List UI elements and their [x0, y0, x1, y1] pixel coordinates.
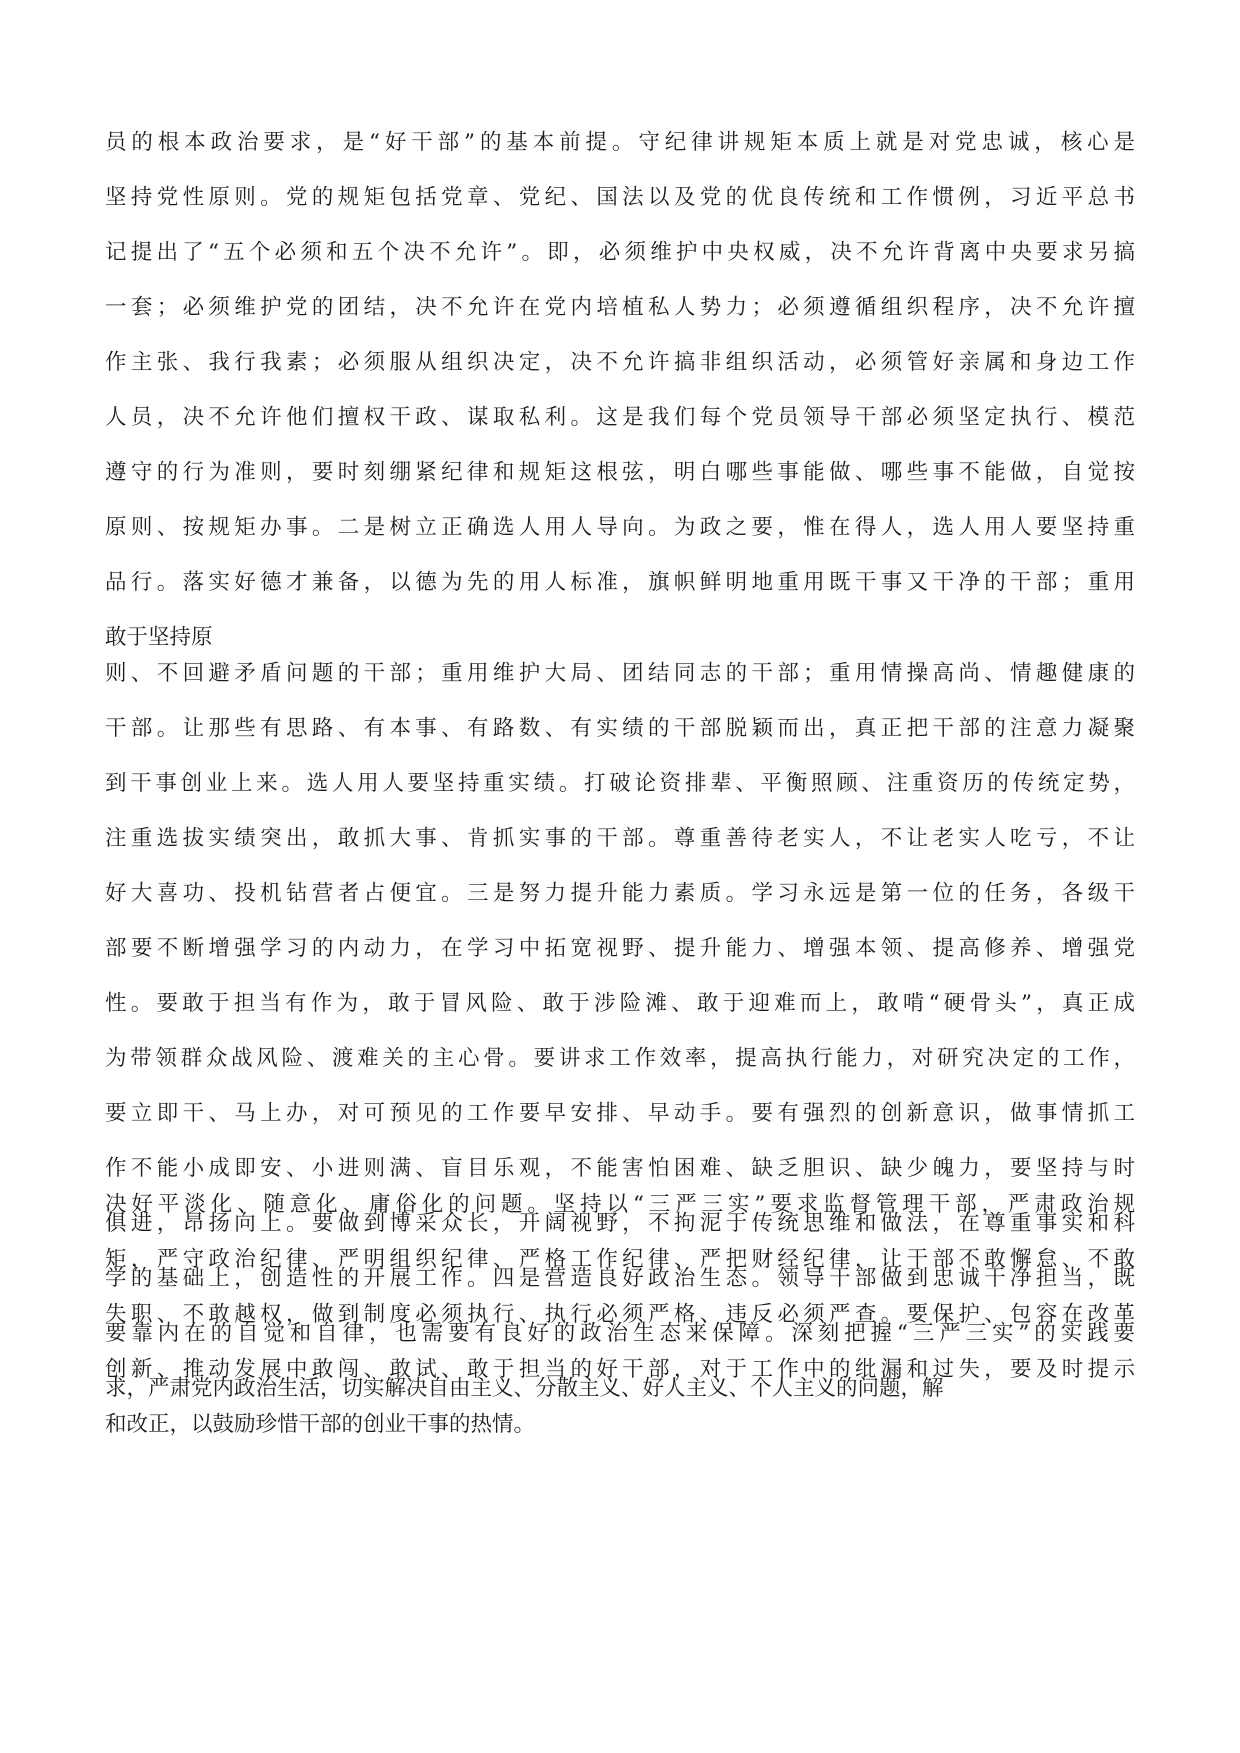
text-line: 性。要敢于担当有作为，敢于冒风险、敢于涉险滩、敢于迎难而上，敢啃“硬骨头”，真正成 — [105, 991, 1135, 1016]
text-line: 遵守的行为准则，要时刻绷紧纪律和规矩这根弦，明白哪些事能做、哪些事不能做，自觉按 — [105, 460, 1135, 485]
text-line: 敢于坚持原 — [105, 625, 213, 650]
text-line: 学的基础上，创造性的开展工作。四是营造良好政治生态。领导干部做到忠诚干净担当，既 — [105, 1266, 1135, 1291]
text-line: 部要不断增强学习的内动力，在学习中拓宽视野、提升能力、增强本领、提高修养、增强党 — [105, 936, 1135, 961]
text-line: 俱进，昂扬向上。要做到博采众长，开阔视野，不拘泥于传统思维和做法，在尊重事实和科 — [105, 1211, 1135, 1236]
text-line: 品行。落实好德才兼备，以德为先的用人标准，旗帜鲜明地重用既干事又干净的干部；重用 — [105, 570, 1135, 595]
text-block-3 — [105, 1184, 1135, 1459]
text-line: 员的根本政治要求，是“好干部”的基本前提。守纪律讲规矩本质上就是对党忠诚，核心是 — [105, 130, 1135, 155]
text-line: 决好平淡化、随意化、庸俗化的问题。坚持以“三严三实”要求监督管理干部，严肃政治规 — [105, 1192, 1135, 1217]
text-line: 一套；必须维护党的团结，决不允许在党内培植私人势力；必须遵循组织程序，决不允许擅 — [105, 295, 1135, 320]
text-line: 干部。让那些有思路、有本事、有路数、有实绩的干部脱颖而出，真正把干部的注意力凝聚 — [105, 716, 1135, 741]
text-line: 人员，决不允许他们擅权干政、谋取私利。这是我们每个党员领导干部必须坚定执行、模范 — [105, 405, 1135, 430]
text-line: 记提出了“五个必须和五个决不允许”。即，必须维护中央权威，决不允许背离中央要求另搞 — [105, 240, 1135, 265]
text-line: 创新、推动发展中敢闯、敢试、敢于担当的好干部，对于工作中的纰漏和过失，要及时提示 — [105, 1357, 1135, 1382]
text-line: 到干事创业上来。选人用人要坚持重实绩。打破论资排辈、平衡照顾、注重资历的传统定势， — [105, 771, 1135, 796]
text-line: 要靠内在的自觉和自律，也需要有良好的政治生态来保障。深刻把握“三严三实”的实践要 — [105, 1321, 1135, 1346]
text-line: 坚持党性原则。党的规矩包括党章、党纪、国法以及党的优良传统和工作惯例，习近平总书 — [105, 185, 1135, 210]
text-line: 为带领群众战风险、渡难关的主心骨。要讲求工作效率，提高执行能力，对研究决定的工作， — [105, 1046, 1135, 1071]
text-block-1 — [105, 122, 1135, 672]
text-line: 原则、按规矩办事。二是树立正确选人用人导向。为政之要，惟在得人，选人用人要坚持重 — [105, 515, 1135, 540]
text-line: 作不能小成即安、小进则满、盲目乐观，不能害怕困难、缺乏胆识、缺少魄力，要坚持与时 — [105, 1156, 1135, 1181]
text-line: 失职、不敢越权，做到制度必须执行、执行必须严格、违反必须严查。要保护、包容在改革 — [105, 1302, 1135, 1327]
text-line: 作主张、我行我素；必须服从组织决定，决不允许搞非组织活动，必须管好亲属和身边工作 — [105, 350, 1135, 375]
text-line: 好大喜功、投机钻营者占便宜。三是努力提升能力素质。学习永远是第一位的任务，各级干 — [105, 881, 1135, 906]
text-line: 求，严肃党内政治生活，切实解决自由主义、分散主义、好人主义、个人主义的问题，解 — [105, 1376, 944, 1401]
text-line: 则、不回避矛盾问题的干部；重用维护大局、团结同志的干部；重用情操高尚、情趣健康的 — [105, 661, 1135, 686]
text-line: 要立即干、马上办，对可预见的工作要早安排、早动手。要有强烈的创新意识，做事情抓工 — [105, 1101, 1135, 1126]
text-line: 注重选拔实绩突出，敢抓大事、肯抓实事的干部。尊重善待老实人，不让老实人吃亏，不让 — [105, 826, 1135, 851]
text-line: 矩，严守政治纪律、严明组织纪律、严格工作纪律、严把财经纪律，让干部不敢懈怠、不敢 — [105, 1247, 1135, 1272]
text-line: 和改正，以鼓励珍惜干部的创业干事的热情。 — [105, 1412, 536, 1437]
